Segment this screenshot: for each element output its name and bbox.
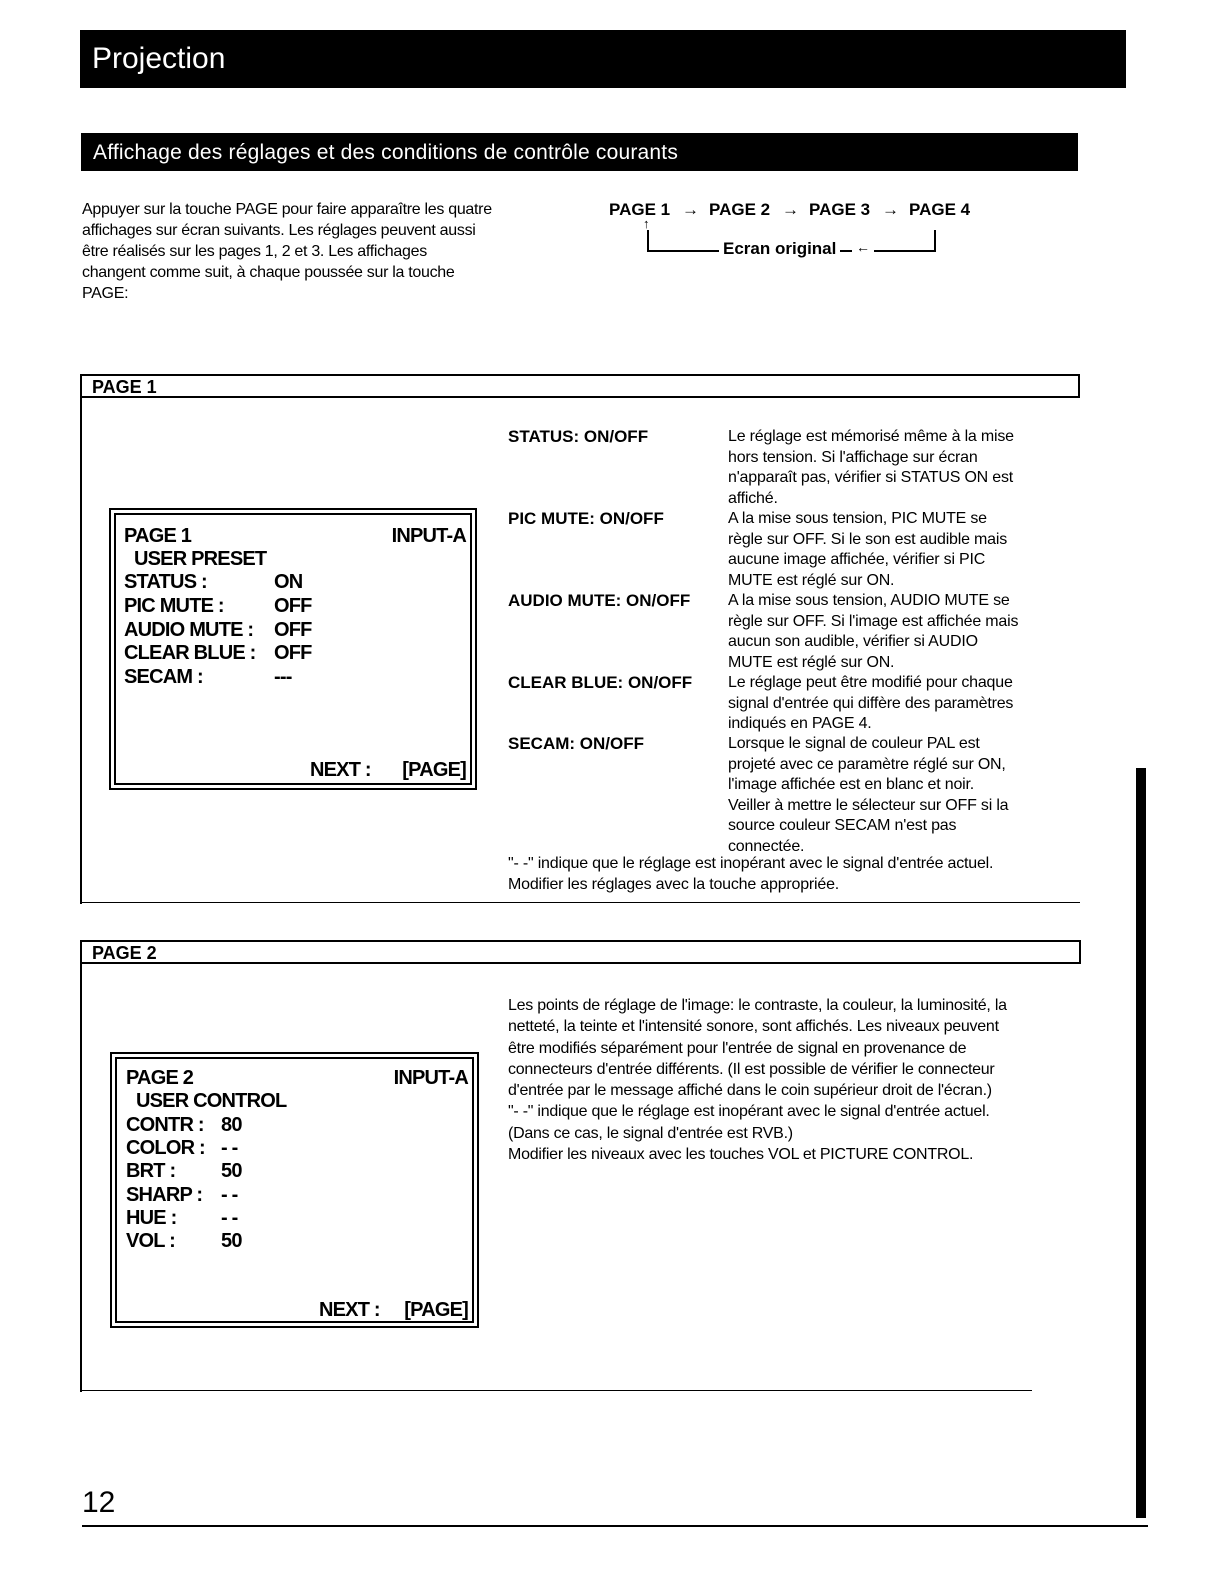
page1-heading xyxy=(82,374,1080,398)
intro-line: être réalisés sur les pages 1, 2 et 3. Les affichages xyxy=(82,243,427,260)
page-sequence-diagram xyxy=(609,200,1009,270)
param-status-label: STATUS: ON/OFF xyxy=(508,427,649,446)
screen-row-label: COLOR : xyxy=(126,1137,205,1159)
intro-line: affichages sur écran suivants. Les réglages peuvent aussi xyxy=(82,222,476,239)
description-line: n'apparaît pas, vérifier si STATUS ON est xyxy=(728,469,1014,486)
screen-next-value: [PAGE] xyxy=(404,1299,468,1321)
screen-input: INPUT-A xyxy=(391,525,466,547)
description-line: (Dans ce cas, le signal d'entrée est RVB.) xyxy=(508,1124,793,1142)
description-line: l'image affichée est en blanc et noir. xyxy=(728,776,974,793)
description-line: signal d'entrée qui diffère des paramètres xyxy=(728,694,1014,712)
screen-next-label: NEXT : xyxy=(319,1299,380,1321)
right-margin-rule xyxy=(1136,768,1146,1518)
screen-title: PAGE 2 xyxy=(126,1067,194,1089)
screen-row-label: SHARP : xyxy=(126,1184,203,1206)
param-secam-label: SECAM: ON/OFF xyxy=(508,734,644,753)
description-line: A la mise sous tension, PIC MUTE se xyxy=(728,510,987,527)
page1-bottom-rule xyxy=(82,902,1080,903)
page2-screen-inner xyxy=(115,1057,474,1323)
description-line: Veiller à mettre le sélecteur sur OFF si la xyxy=(728,796,1009,814)
loop-left-arrow-icon: ← xyxy=(852,239,874,255)
screen-row-label: VOL : xyxy=(126,1230,175,1252)
page-title: Projection xyxy=(92,42,226,75)
screen-row-value: ON xyxy=(274,571,303,593)
param-audio-mute-description xyxy=(728,591,1063,673)
sequence-page-2: PAGE 2 xyxy=(709,200,771,219)
description-line: règle sur OFF. Si l'image est affichée mais xyxy=(728,612,1019,630)
sequence-arrow-icon: → xyxy=(682,200,699,219)
screen-row-label: SECAM : xyxy=(124,666,203,688)
screen-row-value: 50 xyxy=(221,1230,242,1252)
description-line: Le réglage est mémorisé même à la mise xyxy=(728,428,1014,445)
screen-row-label: HUE : xyxy=(126,1207,177,1229)
section-heading xyxy=(81,133,1078,171)
description-line: aucune image affichée, vérifier si PIC xyxy=(728,551,986,568)
note-line: Modifier les réglages avec la touche appropriée. xyxy=(508,875,840,893)
description-line: Les points de réglage de l'image: le contraste, la couleur, la luminosité, la xyxy=(508,997,1007,1014)
screen-title: PAGE 1 xyxy=(124,525,192,547)
screen-row-label: BRT : xyxy=(126,1160,176,1182)
screen-row-value: OFF xyxy=(274,595,312,617)
description-line: être modifiés séparément pour l'entrée de signal en provenance de xyxy=(508,1039,967,1057)
page2-heading-text: PAGE 2 xyxy=(92,943,157,963)
param-secam-description xyxy=(728,734,1063,857)
page2-bottom-rule xyxy=(82,1390,1032,1391)
description-line: MUTE est réglé sur ON. xyxy=(728,571,895,589)
page1-screen-inner xyxy=(114,513,472,785)
description-line: d'entrée par le message affiché dans le coin supérieur droit de l'écran.) xyxy=(508,1082,992,1100)
sequence-arrow-icon: → xyxy=(882,200,899,219)
page1-heading-text: PAGE 1 xyxy=(92,377,157,397)
page-number: 12 xyxy=(82,1486,116,1519)
description-line: Lorsque le signal de couleur PAL est xyxy=(728,735,980,752)
screen-row-value: - - xyxy=(221,1137,238,1159)
sequence-page-3: PAGE 3 xyxy=(809,200,871,219)
screen-row-value: OFF xyxy=(274,642,312,664)
screen-row-value: OFF xyxy=(274,619,312,641)
description-line: Le réglage peut être modifié pour chaque xyxy=(728,674,1013,691)
sequence-page-1: PAGE 1 xyxy=(609,200,671,219)
screen-input: INPUT-A xyxy=(393,1067,468,1089)
screen-row-label: CONTR : xyxy=(126,1114,204,1136)
param-pic-mute-label: PIC MUTE: ON/OFF xyxy=(508,509,664,528)
page1-note xyxy=(508,854,993,895)
description-line: connecteurs d'entrée différents. (Il est possible de vérifier le connecteur xyxy=(508,1060,995,1078)
intro-line: Appuyer sur la touche PAGE pour faire apparaître les quatre xyxy=(82,201,492,218)
description-line: aucun son audible, vérifier si AUDIO xyxy=(728,633,978,650)
screen-row-value: 50 xyxy=(221,1160,242,1182)
description-line: MUTE est réglé sur ON. xyxy=(728,653,895,671)
param-pic-mute-description xyxy=(728,509,1063,591)
description-line: indiqués en PAGE 4. xyxy=(728,715,872,732)
param-status-description xyxy=(728,427,1063,509)
description-line: A la mise sous tension, AUDIO MUTE se xyxy=(728,592,1010,609)
screen-subtitle: USER PRESET xyxy=(134,548,267,570)
loop-label: Ecran original xyxy=(719,239,840,259)
param-audio-mute-label: AUDIO MUTE: ON/OFF xyxy=(508,591,691,610)
intro-paragraph xyxy=(82,199,552,304)
sequence-page-4: PAGE 4 xyxy=(909,200,971,219)
footer-rule xyxy=(82,1525,1148,1527)
screen-row-value: - - xyxy=(221,1207,238,1229)
description-line: connectée. xyxy=(728,837,805,855)
page1-screen-display xyxy=(109,508,477,790)
screen-next-label: NEXT : xyxy=(310,759,371,781)
description-line: hors tension. Si l'affichage sur écran xyxy=(728,448,978,466)
screen-row-value: --- xyxy=(274,666,292,688)
description-line: Modifier les niveaux avec les touches VOL et PICTURE CONTROL. xyxy=(508,1146,974,1164)
intro-line: PAGE: xyxy=(82,285,129,302)
page2-screen-display xyxy=(110,1052,479,1328)
description-line: "- -" indique que le réglage est inopérant avec le signal d'entrée actuel. xyxy=(508,1103,990,1121)
screen-subtitle: USER CONTROL xyxy=(136,1090,287,1112)
screen-row-value: 80 xyxy=(221,1114,242,1136)
screen-row-label: AUDIO MUTE : xyxy=(124,619,254,641)
screen-row-label: STATUS : xyxy=(124,571,207,593)
screen-row-label: PIC MUTE : xyxy=(124,595,224,617)
screen-row-value: - - xyxy=(221,1184,238,1206)
description-line: règle sur OFF. Si le son est audible mais xyxy=(728,530,1008,548)
screen-row-label: CLEAR BLUE : xyxy=(124,642,256,664)
param-clear-blue-label: CLEAR BLUE: ON/OFF xyxy=(508,673,693,692)
loop-up-arrow-icon: ↑ xyxy=(643,216,650,231)
description-line: projeté avec ce paramètre réglé sur ON, xyxy=(728,755,1006,773)
description-line: source couleur SECAM n'est pas xyxy=(728,817,957,834)
page2-description xyxy=(508,995,1078,1165)
intro-line: changent comme suit, à chaque poussée sur la touche xyxy=(82,264,455,281)
description-line: netteté, la teinte et l'intensité sonore, sont affichés. Les niveaux peuvent xyxy=(508,1018,999,1036)
section-title: Affichage des réglages et des conditions de contrôle courants xyxy=(93,141,679,164)
page2-heading xyxy=(82,940,1081,964)
page-header xyxy=(80,30,1126,88)
screen-next-value: [PAGE] xyxy=(402,759,466,781)
note-line: "- -" indique que le réglage est inopérant avec le signal d'entrée actuel. xyxy=(508,855,994,872)
sequence-arrow-icon: → xyxy=(782,200,799,219)
param-clear-blue-description xyxy=(728,673,1063,735)
description-line: affiché. xyxy=(728,489,778,507)
